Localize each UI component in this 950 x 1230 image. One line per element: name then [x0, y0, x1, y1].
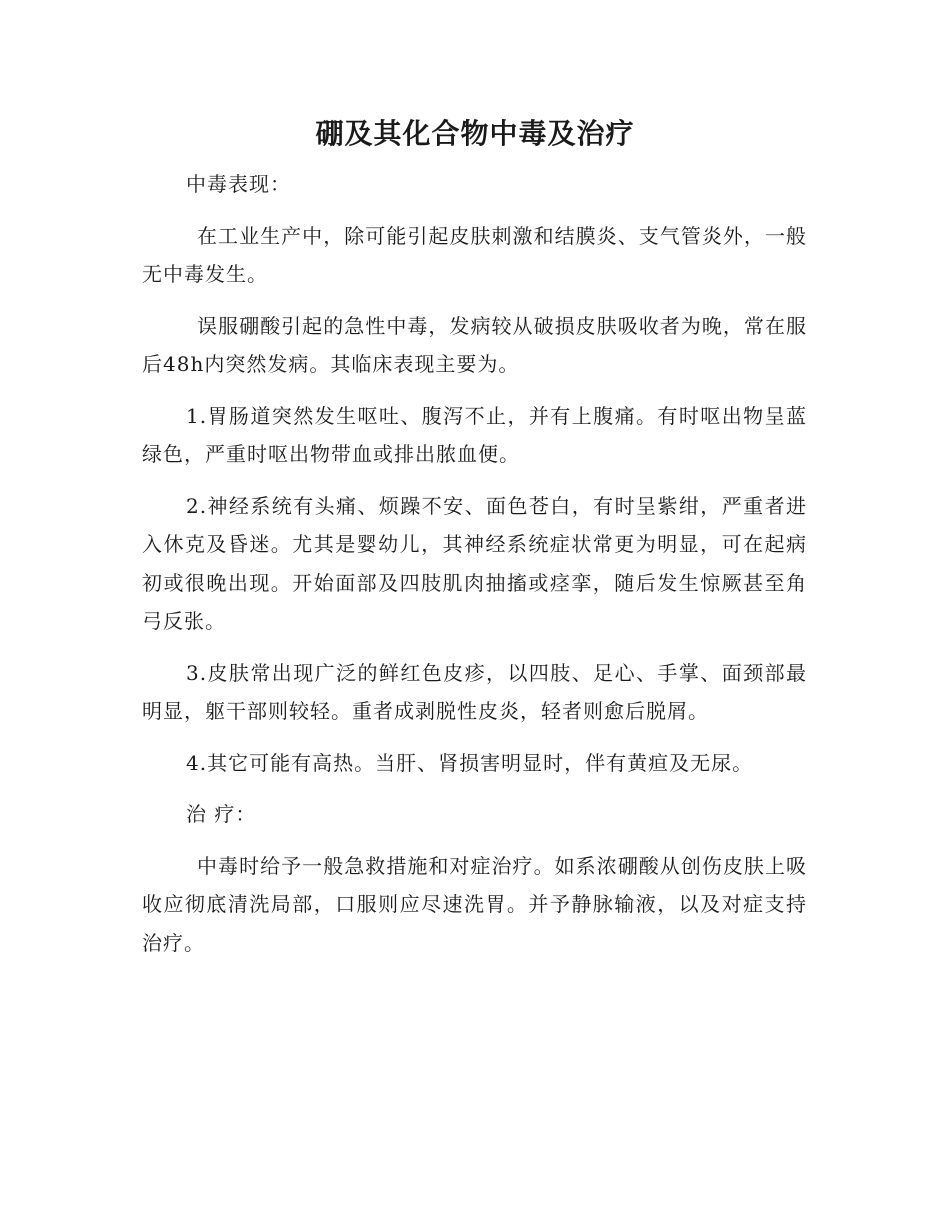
list-item-nervous-system: 2.神经系统有头痛、烦躁不安、面色苍白，有时呈紫绀，严重者进入休克及昏迷。尤其是婴幼儿，其神经系统症状常更为明显，可在起病初或很晚出现。开始面部及四肢肌肉抽搐或痉挛，随后发生惊厥甚至角弓反张。 — [142, 493, 807, 633]
section-heading-treatment: 治 疗： — [186, 802, 257, 826]
list-item-skin: 3.皮肤常出现广泛的鲜红色皮疹，以四肢、足心、手掌、面颈部最明显，躯干部则较轻。重者成剥脱性皮炎，轻者则愈后脱屑。 — [142, 660, 807, 723]
list-item-other: 4.其它可能有高热。当肝、肾损害明显时，伴有黄疸及无尿。 — [186, 750, 754, 775]
page-title: 硼及其化合物中毒及治疗 — [315, 117, 635, 150]
paragraph-acute-poisoning: 误服硼酸引起的急性中毒，发病较从破损皮肤吸收者为晚，常在服后48h内突然发病。其临床表现主要为。 — [142, 313, 807, 376]
paragraph-industrial: 在工业生产中，除可能引起皮肤刺激和结膜炎、支气管炎外，一般无中毒发生。 — [142, 223, 807, 286]
paragraph-treatment: 中毒时给予一般急救措施和对症治疗。如系浓硼酸从创伤皮肤上吸收应彻底清洗局部，口服则应尽速洗胃。并予静脉输液，以及对症支持治疗。 — [142, 853, 807, 955]
section-heading-symptoms: 中毒表现： — [186, 172, 291, 196]
list-item-gastrointestinal: 1.胃肠道突然发生呕吐、腹泻不止，并有上腹痛。有时呕出物呈蓝绿色，严重时呕出物带血或排出脓血便。 — [142, 403, 807, 466]
document-body — [142, 165, 807, 975]
